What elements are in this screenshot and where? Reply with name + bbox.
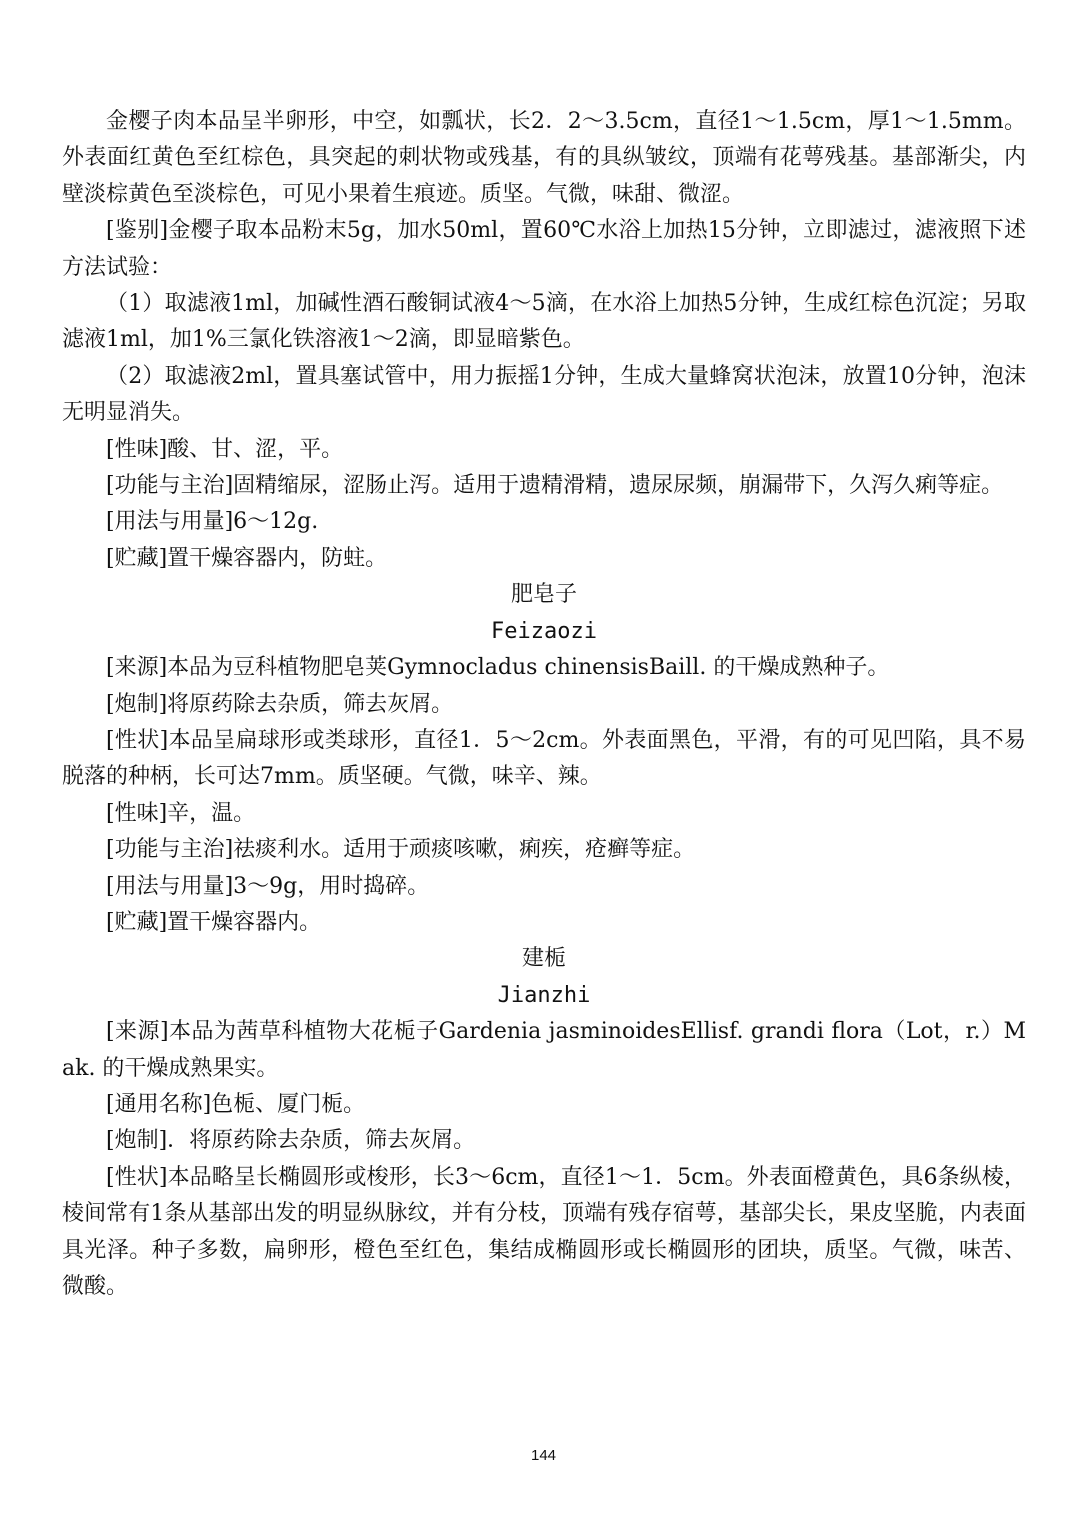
functions-indications: [功能与主治]祛痰利水。适用于顽痰咳嗽，痢疾，疮癣等症。 xyxy=(106,837,696,863)
source-paragraph: [来源]本品为茜草科植物大花栀子Gardenia jasminoidesEllisf. grandi flora（Lot，r.）Mak. 的干燥成熟果实。 xyxy=(62,1019,1026,1081)
common-names-paragraph: [通用名称]色栀、厦门栀。 xyxy=(106,1091,366,1117)
entry-title: 肥皂子 xyxy=(510,582,577,608)
entry-pinyin: Feizaozi xyxy=(491,618,597,644)
section-jinyingzi-continued xyxy=(62,104,1026,577)
page-number: 144 xyxy=(530,1447,557,1464)
usage-dosage: [用法与用量]3～9g，用时捣碎。 xyxy=(106,873,430,899)
characteristics-paragraph: [性状]本品呈扁球形或类球形，直径1．5～2cm。外表面黑色，平滑，有的可见凹陷，具不易脱落的种柄，长可达7mm。质坚硬。气微，味辛、辣。 xyxy=(62,727,1026,790)
functions-indications: [功能与主治]固精缩尿，涩肠止泻。适用于遗精滑精，遗尿尿频，崩漏带下，久泻久痢等症。 xyxy=(106,473,1004,499)
processing-paragraph: [炮制]将原药除去杂质，筛去灰屑。 xyxy=(106,691,454,717)
entry-title: 建栀 xyxy=(521,946,566,972)
test-step-1: （1）取滤液1ml，加碱性酒石酸铜试液4～5滴，在水浴上加热5分钟，生成红棕色沉淀；另取滤液1ml，加1%三氯化铁溶液1～2滴，即显暗紫色。 xyxy=(62,291,1026,353)
description-paragraph: 金樱子肉本品呈半卵形，中空，如瓢状，长2．2～3.5cm，直径1～1.5cm，厚1～1.5mm。外表面红黄色至红棕色，具突起的刺状物或残基，有的具纵皱纹，顶端有花萼残基。基部渐尖，内壁淡棕黄色至淡棕色，可见小果着生痕迹。质坚。气微，味甜、微涩。 xyxy=(62,109,1026,207)
storage: [贮藏]置干燥容器内，防蛀。 xyxy=(106,545,388,571)
property-flavor: [性味]酸、甘、涩，平。 xyxy=(106,436,344,462)
property-flavor: [性味]辛，温。 xyxy=(106,800,256,826)
test-step-2: （2）取滤液2ml，置具塞试管中，用力振摇1分钟，生成大量蜂窝状泡沫，放置10分钟，泡沫无明显消失。 xyxy=(62,363,1026,426)
storage: [贮藏]置干燥容器内。 xyxy=(106,909,322,935)
source-paragraph: [来源]本品为豆科植物肥皂荚Gymnocladus chinensisBaill. 的干燥成熟种子。 xyxy=(106,655,890,681)
document-body xyxy=(62,104,1026,1305)
characteristics-paragraph: [性状]本品略呈长椭圆形或梭形，长3～6cm，直径1～1．5cm。外表面橙黄色，具6条纵棱，棱间常有1条从基部出发的明显纵脉纹，并有分枝，顶端有残存宿萼，基部尖长，果皮坚脆，内表面具光泽。种子多数，扁卵形，橙色至红色，集结成椭圆形或长椭圆形的团块，质坚。气微，味苦、微酸。 xyxy=(62,1164,1026,1299)
section-feizaozi xyxy=(62,577,1026,941)
processing-paragraph: [炮制]．将原药除去杂质，筛去灰屑。 xyxy=(106,1128,476,1154)
entry-pinyin: Jianzhi xyxy=(497,982,591,1008)
usage-dosage: [用法与用量]6～12g. xyxy=(106,509,319,535)
section-jianzhi xyxy=(62,941,1026,1305)
identification-paragraph: [鉴别]金樱子取本品粉末5g，加水50ml，置60℃水浴上加热15分钟，立即滤过，滤液照下述方法试验： xyxy=(62,218,1026,280)
